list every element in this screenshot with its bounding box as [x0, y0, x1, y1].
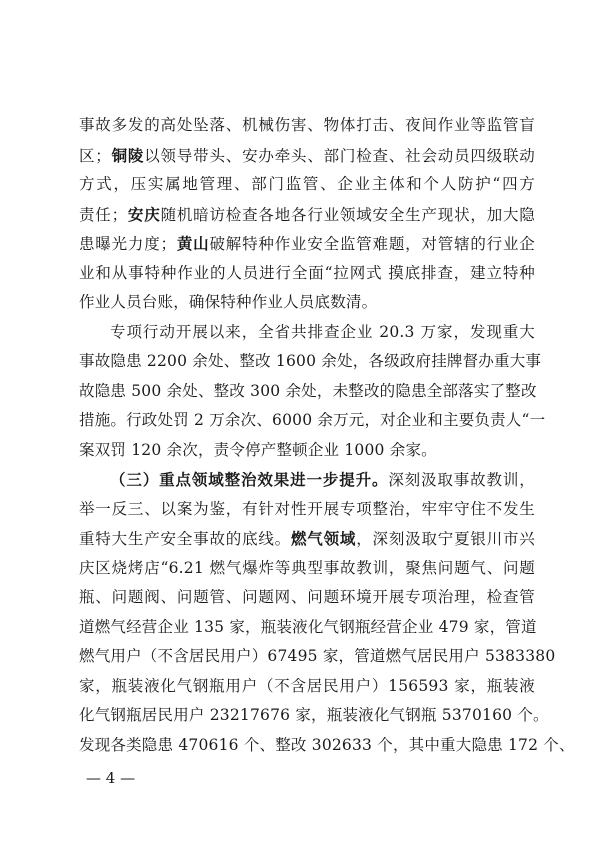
text-segment: 举一反三、以案为鉴，有针对性开展专项整治，牢牢守住不发生 [79, 499, 535, 518]
text-segment: 方式，压实属地管理、部门监管、企业主体和个人防护“四方 [79, 175, 535, 193]
text-segment: 案双罚 120 余次，责令停产整顿企业 1000 余家。 [79, 440, 437, 459]
text-segment: 故隐患 500 余处、整改 300 余处，未整改的隐患全部落实了整改 [79, 381, 537, 400]
text-segment: 道燃气经营企业 135 家，瓶装液化气钢瓶经营企业 479 家，管道 [79, 617, 537, 636]
page-number: — 4 — [86, 769, 136, 787]
text-line [79, 583, 535, 613]
bold-text-segment: 安庆 [127, 204, 161, 224]
text-line [79, 495, 535, 525]
text-segment: 重特大生产安全事故的底线。 [79, 530, 291, 548]
text-line [79, 200, 535, 230]
bold-text-segment: 黄山 [176, 234, 210, 253]
text-line [79, 229, 535, 259]
text-segment: 专项行动开展以来，全省共排查企业 20.3 万家，发现重大 [110, 322, 535, 341]
text-segment: 瓶、问题阀、问题管、问题网、问题环境开展专项治理，检查管 [79, 588, 535, 606]
text-line [79, 731, 575, 761]
text-segment: 措施。行政处罚 2 万余次、6000 余万元，对企业和主要负责人“一 [79, 411, 546, 429]
text-line [79, 406, 546, 436]
text-segment: 家，瓶装液化气钢瓶用户（不含居民用户）156593 家，瓶装液 [79, 676, 535, 695]
text-segment: 事故隐患 2200 余处、整改 1600 余处，各级政府挂牌督办重大事 [79, 352, 542, 370]
text-segment: 事故多发的高处坠落、机械伤害、物体打击、夜间作业等监管盲 [79, 116, 535, 134]
text-segment: 业和从事特种作业的人员进行全面“拉网式 摸底排查，建立特种 [79, 263, 535, 282]
text-line [79, 465, 535, 495]
text-segment: 作业人员台账，确保特种作业人员底数清。 [79, 293, 378, 311]
text-segment: 深刻汲取事故教训， [388, 471, 535, 489]
text-segment: 燃气用户（不含居民用户）67495 家，管道燃气居民用户 5383380 [79, 647, 556, 665]
text-line [79, 170, 535, 200]
text-segment: 发现各类隐患 470616 个、整改 302633 个，其中重大隐患 172 个、 [79, 735, 575, 754]
text-segment: 区； [79, 146, 112, 165]
bold-text-segment: 燃气领域 [291, 529, 357, 548]
text-line [79, 524, 535, 554]
text-line [79, 701, 549, 731]
text-segment: 化气钢瓶居民用户 23217676 家，瓶装液化气钢瓶 5370160 个。 [79, 706, 549, 724]
text-line [79, 377, 535, 407]
text-line [79, 436, 535, 466]
bold-text-segment: 铜陵 [111, 145, 145, 165]
body-text [79, 111, 575, 760]
text-line [79, 111, 535, 141]
text-line [79, 347, 542, 377]
text-segment: 随机暗访检查各地各行业领域安全生产现状，加大隐 [160, 205, 536, 224]
text-line [79, 642, 556, 672]
text-line [79, 141, 535, 171]
text-segment: 责任； [79, 205, 128, 224]
text-segment: 患曝光力度； [79, 235, 177, 253]
text-segment: ，深刻汲取宁夏银川市兴 [356, 530, 536, 548]
text-line [79, 672, 535, 702]
text-line [79, 554, 535, 584]
text-segment: 破解特种作业安全监管难题，对管辖的行业企 [209, 235, 535, 253]
text-line [79, 318, 535, 348]
text-line [79, 613, 535, 643]
text-segment: 庆区烧烤店“6.21 燃气爆炸等典型事故教训，聚焦问题气、问题 [79, 558, 535, 577]
bold-text-segment: （三）重点领域整治效果进一步提升。 [110, 470, 389, 489]
text-line [79, 259, 535, 289]
text-line [79, 288, 535, 318]
text-segment: 以领导带头、安办牵头、部门检查、社会动员四级联动 [144, 146, 536, 165]
